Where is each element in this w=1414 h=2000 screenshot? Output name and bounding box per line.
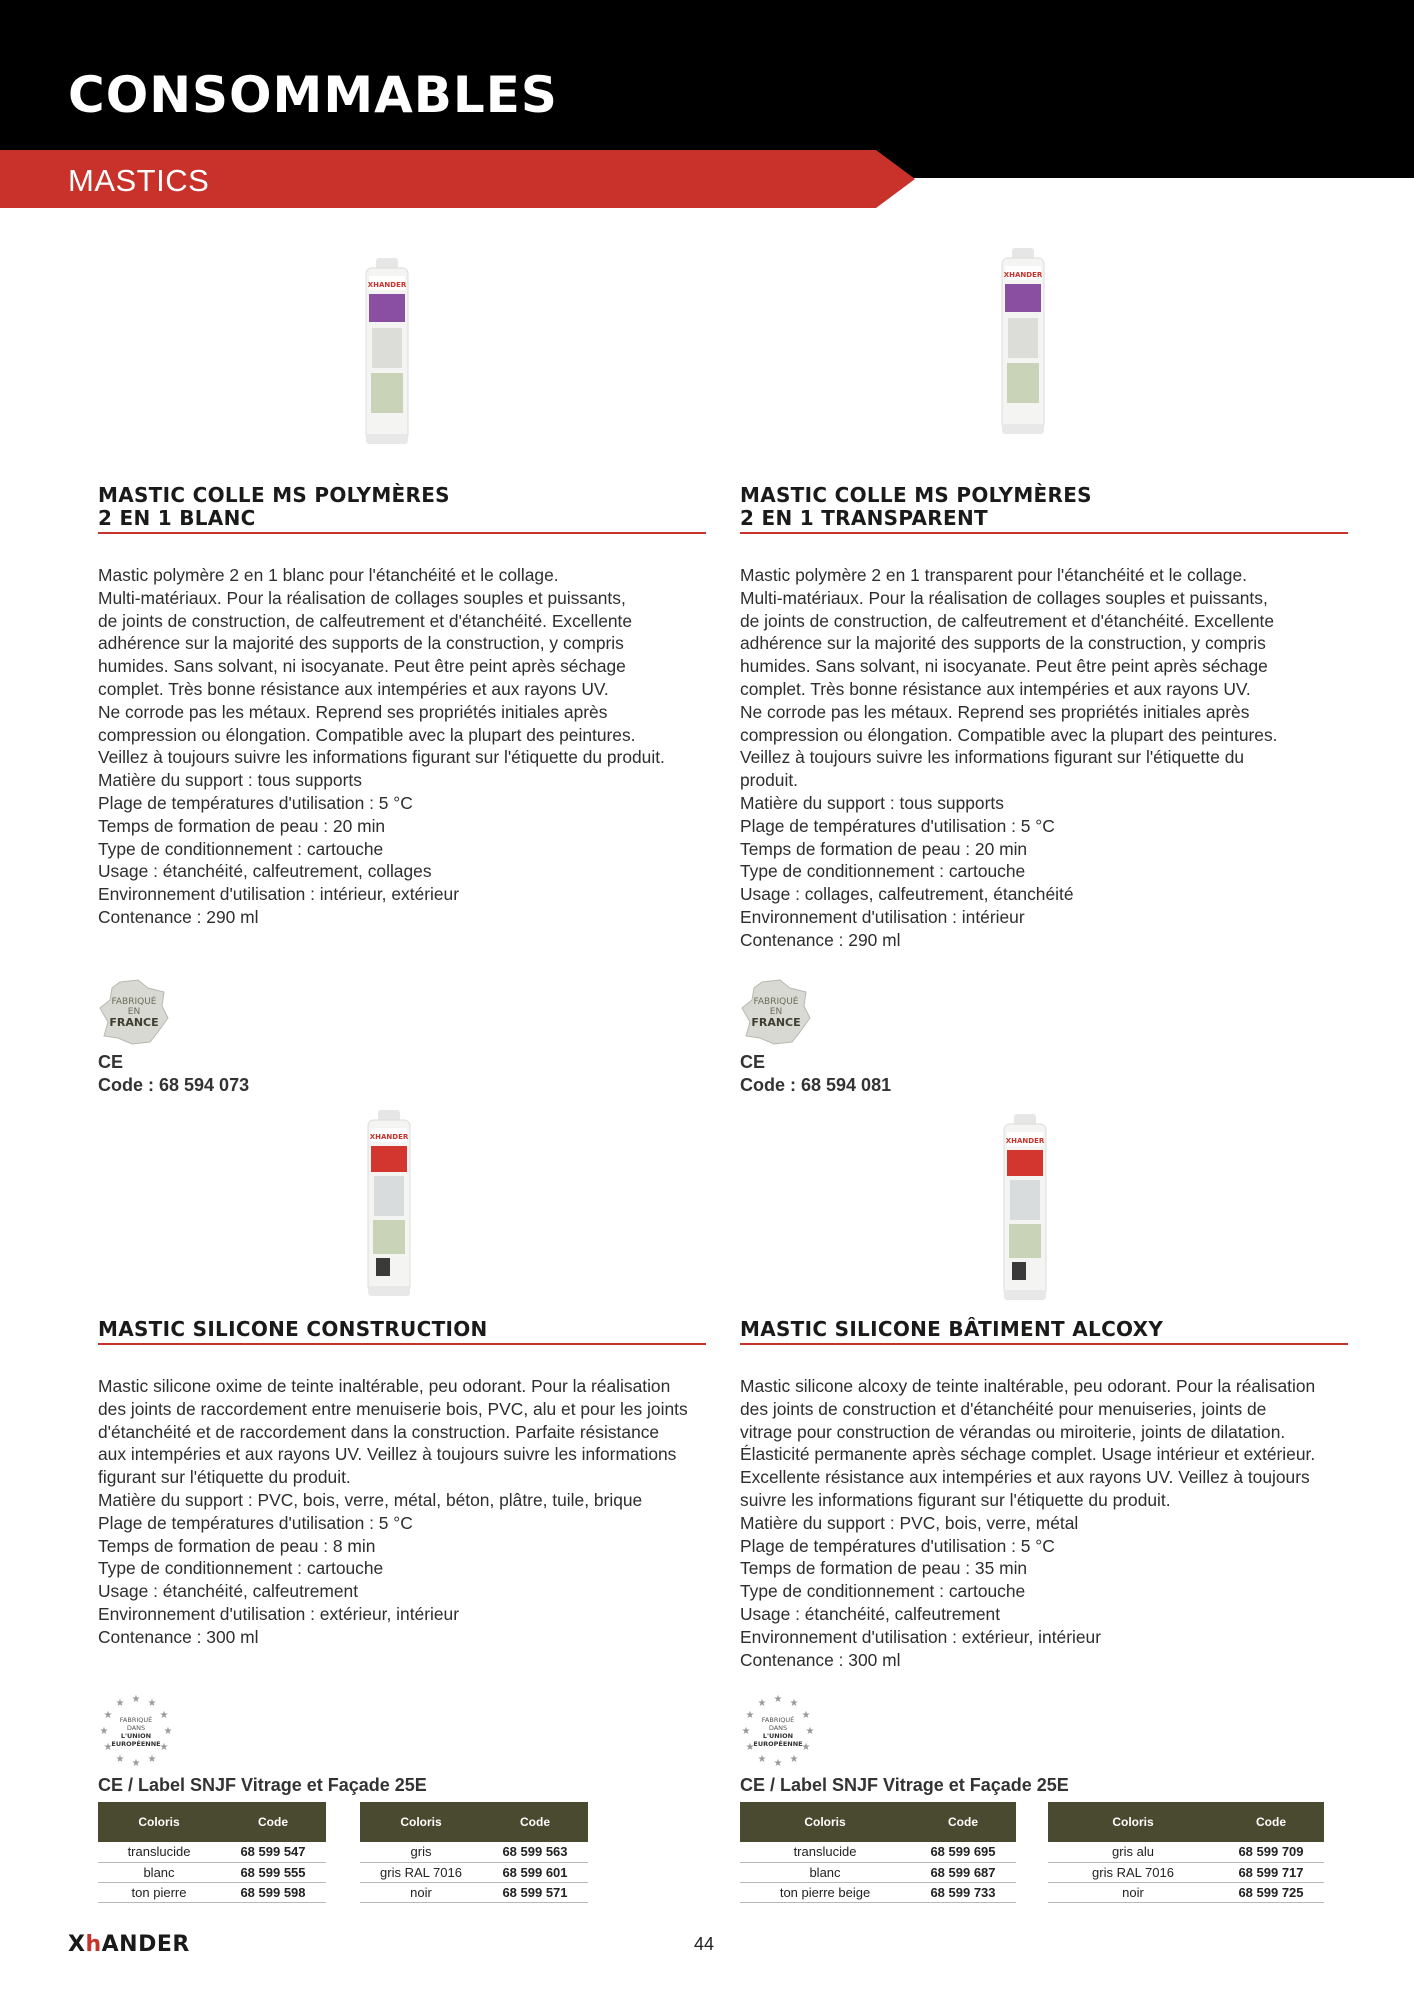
svg-text:★: ★ — [159, 1710, 169, 1721]
color-cell: gris RAL 7016 — [1048, 1862, 1218, 1882]
description-line: Environnement d'utilisation : extérieur, intérieur — [98, 1603, 459, 1624]
badge-text: FABRIQUÉ — [111, 997, 157, 1007]
code-cell: 68 599 555 — [220, 1862, 326, 1882]
product-title — [98, 484, 450, 530]
svg-text:★: ★ — [115, 1698, 125, 1709]
code-cell: 68 599 733 — [910, 1882, 1016, 1902]
description-line: Usage : collages, calfeutrement, étanchéité — [740, 884, 1074, 905]
product-card — [98, 1110, 706, 1910]
color-code-table — [1048, 1802, 1324, 1903]
badge-text: DANS — [126, 1724, 146, 1732]
description-line: Ne corrode pas les métaux. Reprend ses propriétés initiales après — [740, 701, 1250, 722]
product-tube-image — [364, 1110, 414, 1302]
table-row — [1048, 1882, 1324, 1902]
product-card — [740, 248, 1348, 1108]
svg-text:★: ★ — [99, 1726, 109, 1737]
description-line: Multi-matériaux. Pour la réalisation de collages souples et puissants, — [98, 587, 626, 608]
color-cell: blanc — [98, 1862, 220, 1882]
svg-text:★: ★ — [163, 1726, 173, 1737]
description-line: compression ou élongation. Compatible avec la plupart des peintures. — [740, 724, 1278, 745]
color-cell: noir — [1048, 1882, 1218, 1902]
certification: CE / Label SNJF Vitrage et Façade 25E — [740, 1775, 1069, 1795]
description-line: adhérence sur la majorité des supports de la construction, y compris — [98, 633, 624, 654]
product-title-line: 2 EN 1 BLANC — [98, 506, 256, 530]
code-cell: 68 599 717 — [1218, 1862, 1324, 1882]
product-title-line: MASTIC SILICONE BÂTIMENT ALCOXY — [740, 1317, 1164, 1341]
description-line: Plage de températures d'utilisation : 5 °C — [740, 815, 1055, 836]
code-cell: 68 599 687 — [910, 1862, 1016, 1882]
table-row — [740, 1862, 1016, 1882]
product-tube-image — [998, 248, 1048, 440]
description-line: Veillez à toujours suivre les informations figurant sur l'étiquette du — [740, 747, 1245, 768]
svg-text:★: ★ — [103, 1710, 113, 1721]
description-line: compression ou élongation. Compatible avec la plupart des peintures. — [98, 724, 636, 745]
title-rule — [98, 532, 706, 534]
description-line: figurant sur l'étiquette du produit. — [98, 1467, 351, 1488]
made-in-eu-badge — [98, 1692, 174, 1773]
product-description — [98, 564, 710, 929]
code-cell: 68 599 695 — [910, 1842, 1016, 1862]
tube-brand-text: XHANDER — [1003, 271, 1043, 279]
table-row — [360, 1842, 588, 1862]
table-row — [98, 1862, 326, 1882]
tube-brand-text: XHANDER — [1005, 1137, 1045, 1145]
brand-logo — [68, 1932, 190, 1957]
description-line: Excellente résistance aux intempéries et aux rayons UV. Veillez à toujours — [740, 1467, 1310, 1488]
code-cell: 68 599 547 — [220, 1842, 326, 1862]
svg-text:★: ★ — [757, 1754, 767, 1765]
tube-brand-text: XHANDER — [367, 281, 407, 289]
badge-text: FABRIQUÉ — [753, 997, 799, 1007]
color-cell: translucide — [98, 1842, 220, 1862]
made-in-eu-badge — [740, 1692, 816, 1773]
description-line: Type de conditionnement : cartouche — [98, 838, 384, 859]
table-row — [1048, 1842, 1324, 1862]
page-title: CONSOMMABLES — [68, 66, 558, 124]
badge-text: FABRIQUÉ — [761, 1716, 795, 1724]
description-line: Usage : étanchéité, calfeutrement, collages — [98, 861, 432, 882]
svg-text:★: ★ — [147, 1698, 157, 1709]
code-cell: 68 599 563 — [482, 1842, 588, 1862]
svg-text:★: ★ — [801, 1710, 811, 1721]
table-header: Coloris — [360, 1802, 482, 1842]
description-line: Plage de températures d'utilisation : 5 °C — [98, 792, 413, 813]
badge-text: EN — [769, 1007, 783, 1017]
section-title: MASTICS — [68, 163, 210, 198]
svg-text:★: ★ — [115, 1754, 125, 1765]
table-row — [360, 1862, 588, 1882]
product-title — [98, 1318, 488, 1341]
description-line: Mastic polymère 2 en 1 blanc pour l'étanchéité et le collage. — [98, 565, 559, 585]
product-code: Code : 68 594 073 — [98, 1075, 250, 1095]
description-line: Ne corrode pas les métaux. Reprend ses propriétés initiales après — [98, 701, 608, 722]
color-code-table — [360, 1802, 588, 1903]
code-cell: 68 599 571 — [482, 1882, 588, 1902]
product-tube-image — [1000, 1114, 1050, 1306]
badge-text: L'UNION — [762, 1732, 794, 1740]
brand-logo-part: ANDER — [101, 1932, 190, 1957]
table-header: Code — [910, 1802, 1016, 1842]
svg-text:★: ★ — [147, 1754, 157, 1765]
color-cell: noir — [360, 1882, 482, 1902]
code-cell: 68 599 709 — [1218, 1842, 1324, 1862]
product-title-line: MASTIC COLLE MS POLYMÈRES — [98, 483, 450, 507]
certification: CE / Label SNJF Vitrage et Façade 25E — [98, 1775, 427, 1795]
description-line: Contenance : 290 ml — [740, 929, 901, 950]
svg-text:★: ★ — [789, 1754, 799, 1765]
product-card — [98, 258, 706, 1108]
made-in-france-badge — [740, 978, 812, 1053]
badge-text: FRANCE — [109, 1016, 159, 1029]
svg-text:★: ★ — [773, 1758, 783, 1768]
table-row — [98, 1842, 326, 1862]
brand-logo-part: X — [68, 1932, 86, 1957]
svg-text:★: ★ — [757, 1698, 767, 1709]
color-cell: gris alu — [1048, 1842, 1218, 1862]
description-line: aux intempéries et aux rayons UV. Veillez à toujours suivre les informations — [98, 1444, 677, 1465]
description-line: complet. Très bonne résistance aux intempéries et aux rayons UV. — [740, 678, 1251, 699]
description-line: adhérence sur la majorité des supports de la construction, y compris — [740, 633, 1266, 654]
description-line: d'étanchéité et de raccordement dans la construction. Parfaite résistance — [98, 1421, 660, 1442]
description-line: Contenance : 300 ml — [98, 1626, 259, 1647]
color-cell: ton pierre beige — [740, 1882, 910, 1902]
description-line: Type de conditionnement : cartouche — [740, 1581, 1026, 1602]
table-header: Code — [1218, 1802, 1324, 1842]
code-cell: 68 599 601 — [482, 1862, 588, 1882]
svg-text:★: ★ — [773, 1694, 783, 1705]
description-line: Matière du support : tous supports — [740, 792, 1004, 813]
product-code: Code : 68 594 081 — [740, 1075, 892, 1095]
badge-text: L'UNION — [120, 1732, 152, 1740]
badge-text: EUROPÉENNE — [753, 1740, 803, 1748]
description-line: Plage de températures d'utilisation : 5 °C — [98, 1512, 413, 1533]
description-line: Matière du support : PVC, bois, verre, métal, béton, plâtre, tuile, brique — [98, 1489, 643, 1510]
description-line: Environnement d'utilisation : extérieur, intérieur — [740, 1626, 1101, 1647]
description-line: humides. Sans solvant, ni isocyanate. Peut être peint après séchage — [98, 656, 626, 677]
description-line: Temps de formation de peau : 35 min — [740, 1558, 1028, 1579]
title-rule — [740, 1343, 1348, 1345]
svg-text:★: ★ — [745, 1710, 755, 1721]
code-cell: 68 599 725 — [1218, 1882, 1324, 1902]
badge-text: FRANCE — [751, 1016, 801, 1029]
description-line: Matière du support : tous supports — [98, 770, 362, 791]
description-line: vitrage pour construction de vérandas ou miroiterie, joints de dilatation. — [740, 1421, 1286, 1442]
color-cell: translucide — [740, 1842, 910, 1862]
description-line: complet. Très bonne résistance aux intempéries et aux rayons UV. — [98, 678, 609, 699]
description-line: Environnement d'utilisation : intérieur, extérieur — [98, 884, 459, 905]
tube-brand-text: XHANDER — [369, 1133, 409, 1141]
description-line: suivre les informations figurant sur l'étiquette du produit. — [740, 1489, 1171, 1510]
made-in-france-badge — [98, 978, 170, 1053]
table-header: Coloris — [740, 1802, 910, 1842]
description-line: des joints de construction et d'étanchéité pour menuiseries, joints de — [740, 1398, 1267, 1419]
description-line: de joints de construction, de calfeutrement et d'étanchéité. Excellente — [98, 610, 633, 631]
svg-text:★: ★ — [131, 1758, 141, 1768]
description-line: Environnement d'utilisation : intérieur — [740, 906, 1025, 927]
color-cell: gris — [360, 1842, 482, 1862]
product-title-line: 2 EN 1 TRANSPARENT — [740, 506, 988, 530]
color-cell: blanc — [740, 1862, 910, 1882]
svg-text:★: ★ — [805, 1726, 815, 1737]
table-header: Coloris — [1048, 1802, 1218, 1842]
svg-text:★: ★ — [159, 1742, 169, 1753]
description-line: Élasticité permanente après séchage complet. Usage intérieur et extérieur. — [740, 1444, 1316, 1465]
page-number: 44 — [694, 1934, 715, 1954]
description-line: produit. — [740, 770, 799, 791]
svg-text:★: ★ — [745, 1742, 755, 1753]
table-header: Code — [220, 1802, 326, 1842]
description-line: Matière du support : PVC, bois, verre, métal — [740, 1512, 1079, 1533]
table-row — [740, 1882, 1016, 1902]
description-line: Contenance : 300 ml — [740, 1649, 901, 1670]
product-description — [740, 564, 1352, 952]
description-line: humides. Sans solvant, ni isocyanate. Peut être peint après séchage — [740, 656, 1268, 677]
certification: CE — [740, 1052, 766, 1072]
product-title — [740, 1318, 1163, 1341]
svg-text:★: ★ — [801, 1742, 811, 1753]
description-line: Multi-matériaux. Pour la réalisation de collages souples et puissants, — [740, 587, 1268, 608]
description-line: des joints de raccordement entre menuiserie bois, PVC, alu et pour les joints — [98, 1398, 688, 1419]
table-header: Coloris — [98, 1802, 220, 1842]
brand-logo-part: h — [85, 1932, 102, 1957]
description-line: Mastic polymère 2 en 1 transparent pour l'étanchéité et le collage. — [740, 565, 1247, 585]
description-line: Type de conditionnement : cartouche — [740, 861, 1026, 882]
svg-text:★: ★ — [131, 1694, 141, 1705]
badge-text: EN — [127, 1007, 141, 1017]
title-rule — [98, 1343, 706, 1345]
svg-text:★: ★ — [103, 1742, 113, 1753]
description-line: Temps de formation de peau : 20 min — [740, 838, 1028, 859]
description-line: de joints de construction, de calfeutrement et d'étanchéité. Excellente — [740, 610, 1275, 631]
description-line: Type de conditionnement : cartouche — [98, 1558, 384, 1579]
description-line: Contenance : 290 ml — [98, 906, 259, 927]
color-cell: ton pierre — [98, 1882, 220, 1902]
svg-text:★: ★ — [789, 1698, 799, 1709]
certification: CE — [98, 1052, 124, 1072]
product-description — [740, 1375, 1352, 1671]
product-title-line: MASTIC SILICONE CONSTRUCTION — [98, 1317, 488, 1341]
badge-text: FABRIQUÉ — [119, 1716, 153, 1724]
description-line: Plage de températures d'utilisation : 5 °C — [740, 1535, 1055, 1556]
color-code-table — [98, 1802, 326, 1903]
table-row — [98, 1882, 326, 1902]
table-row — [740, 1842, 1016, 1862]
description-line: Veillez à toujours suivre les informations figurant sur l'étiquette du produit. — [98, 747, 665, 768]
table-row — [1048, 1862, 1324, 1882]
svg-text:★: ★ — [741, 1726, 751, 1737]
product-title — [740, 484, 1092, 530]
description-line: Mastic silicone alcoxy de teinte inaltérable, peu odorant. Pour la réalisation — [740, 1376, 1316, 1396]
table-header: Code — [482, 1802, 588, 1842]
description-line: Mastic silicone oxime de teinte inaltérable, peu odorant. Pour la réalisation — [98, 1376, 671, 1396]
description-line: Usage : étanchéité, calfeutrement — [740, 1603, 1001, 1624]
description-line: Usage : étanchéité, calfeutrement — [98, 1581, 359, 1602]
badge-text: DANS — [768, 1724, 788, 1732]
product-title-line: MASTIC COLLE MS POLYMÈRES — [740, 483, 1092, 507]
product-card — [740, 1110, 1348, 1910]
table-row — [360, 1882, 588, 1902]
badge-text: EUROPÉENNE — [111, 1740, 161, 1748]
color-cell: gris RAL 7016 — [360, 1862, 482, 1882]
description-line: Temps de formation de peau : 8 min — [98, 1535, 376, 1556]
code-cell: 68 599 598 — [220, 1882, 326, 1902]
product-tube-image — [362, 258, 412, 450]
color-code-table — [740, 1802, 1016, 1903]
title-rule — [740, 532, 1348, 534]
product-description — [98, 1375, 710, 1649]
description-line: Temps de formation de peau : 20 min — [98, 815, 386, 836]
